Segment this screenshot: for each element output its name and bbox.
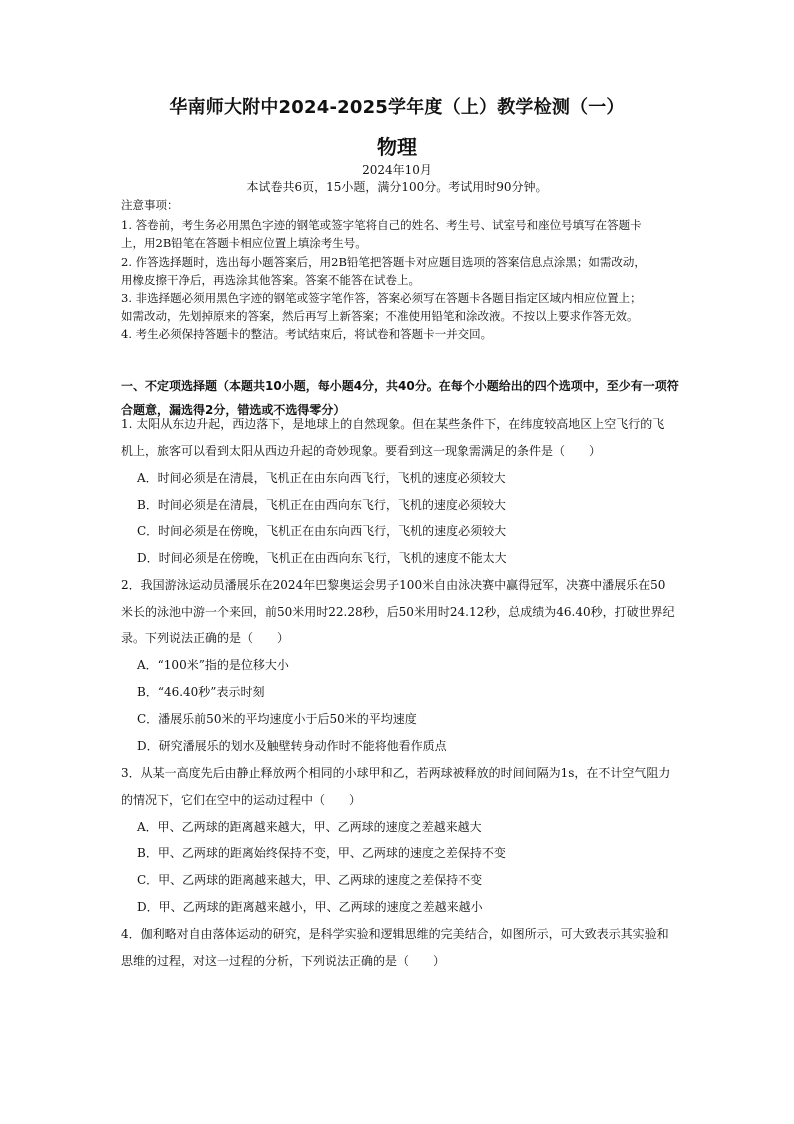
notes-line: 4. 考生必须保持答题卡的整洁。考试结束后，将试卷和答题卡一并交回。 — [121, 327, 493, 341]
question-4-stem: 4．伽利略对自由落体运动的研究，是科学实验和逻辑思维的完美结合，如图所示，可大致表示其实验和 — [121, 927, 669, 941]
exam-title: 华南师大附中2024-2025学年度（上）教学检测（一） — [169, 97, 625, 118]
question-2-stem: 2．我国游泳运动员潘展乐在2024年巴黎奥运会男子100米自由泳决赛中赢得冠军，决赛中潘展乐在50 — [121, 578, 666, 592]
question-3-stem: 的情况下，它们在空中的运动过程中（ ） — [121, 793, 362, 807]
section-heading: 一、不定项选择题（本题共10小题，每小题4分，共40分。在每个小题给出的四个选项中，至少有一项符合题意，漏选得2分，错选或不选得零分） — [121, 379, 679, 417]
question-2-option-d: D．研究潘展乐的划水及触壁转身动作时不能将他看作质点 — [137, 739, 447, 753]
notes-line: 1. 答卷前，考生务必用黑色字迹的钢笔或签字笔将自己的姓名、考生号、试室号和座位号填写在答题卡 — [121, 218, 642, 232]
notes-heading: 注意事项： — [121, 198, 179, 212]
question-1-option-d: D．时间必须是在傍晚，飞机正在由西向东飞行，飞机的速度不能太大 — [137, 551, 507, 565]
question-3-option-b: B．甲、乙两球的距离始终保持不变，甲、乙两球的速度之差保持不变 — [137, 846, 506, 860]
notes-line: 用橡皮擦干净后，再选涂其他答案。答案不能答在试卷上。 — [121, 273, 420, 287]
notes-line: 3. 非选择题必须用黑色字迹的钢笔或签字笔作答，答案必须写在答题卡各题目指定区域内相应位置上； — [121, 291, 642, 305]
question-3-option-c: C．甲、乙两球的距离越来越大，甲、乙两球的速度之差保持不变 — [137, 873, 483, 887]
notes-line: 上，用2B铅笔在答题卡相应位置上填涂考生号。 — [121, 236, 367, 250]
question-2-option-a: A．“100米”指的是位移大小 — [137, 658, 289, 672]
question-2-stem: 录。下列说法正确的是（ ） — [121, 631, 290, 645]
notes-line: 2. 作答选择题时，选出每小题答案后，用2B铅笔把答题卡对应题目选项的答案信息点涂黑；如需改动， — [121, 255, 646, 269]
question-3-option-d: D．甲、乙两球的距离越来越小，甲、乙两球的速度之差越来越小 — [137, 900, 483, 914]
question-2-stem: 米长的泳池中游一个来回，前50米用时22.28秒，后50米用时24.12秒，总成绩为46.40秒，打破世界纪 — [121, 605, 675, 619]
question-1-option-c: C．时间必须是在傍晚，飞机正在由东向西飞行，飞机的速度必须较大 — [137, 524, 507, 538]
question-4-stem: 思维的过程，对这一过程的分析，下列说法正确的是（ ） — [121, 954, 446, 968]
exam-info: 本试卷共6页，15小题，满分100分。考试用时90分钟。 — [246, 180, 548, 194]
question-2-option-b: B．“46.40秒”表示时刻 — [137, 685, 265, 699]
question-2-option-c: C．潘展乐前50米的平均速度小于后50米的平均速度 — [137, 712, 417, 726]
question-3-option-a: A．甲、乙两球的距离越来越大，甲、乙两球的速度之差越来越大 — [137, 820, 482, 834]
question-1-stem: 机上，旅客可以看到太阳从西边升起的奇妙现象。要看到这一现象需满足的条件是（ ） — [121, 444, 602, 458]
question-1-stem: 1. 太阳从东边升起，西边落下，是地球上的自然现象。但在某些条件下，在纬度较高地区上空飞行的飞 — [121, 417, 665, 431]
question-1-option-a: A．时间必须是在清晨，飞机正在由东向西飞行，飞机的速度必须较大 — [137, 471, 506, 485]
question-3-stem: 3．从某一高度先后由静止释放两个相同的小球甲和乙，若两球被释放的时间间隔为1s，在不计空气阻力 — [121, 766, 671, 780]
subject-title: 物理 — [377, 135, 417, 159]
question-1-option-b: B．时间必须是在清晨，飞机正在由西向东飞行，飞机的速度必须较大 — [137, 498, 506, 512]
notes-line: 如需改动，先划掉原来的答案，然后再写上新答案；不准使用铅笔和涂改液。不按以上要求作答无效。 — [121, 309, 639, 323]
exam-date: 2024年10月 — [362, 163, 432, 177]
